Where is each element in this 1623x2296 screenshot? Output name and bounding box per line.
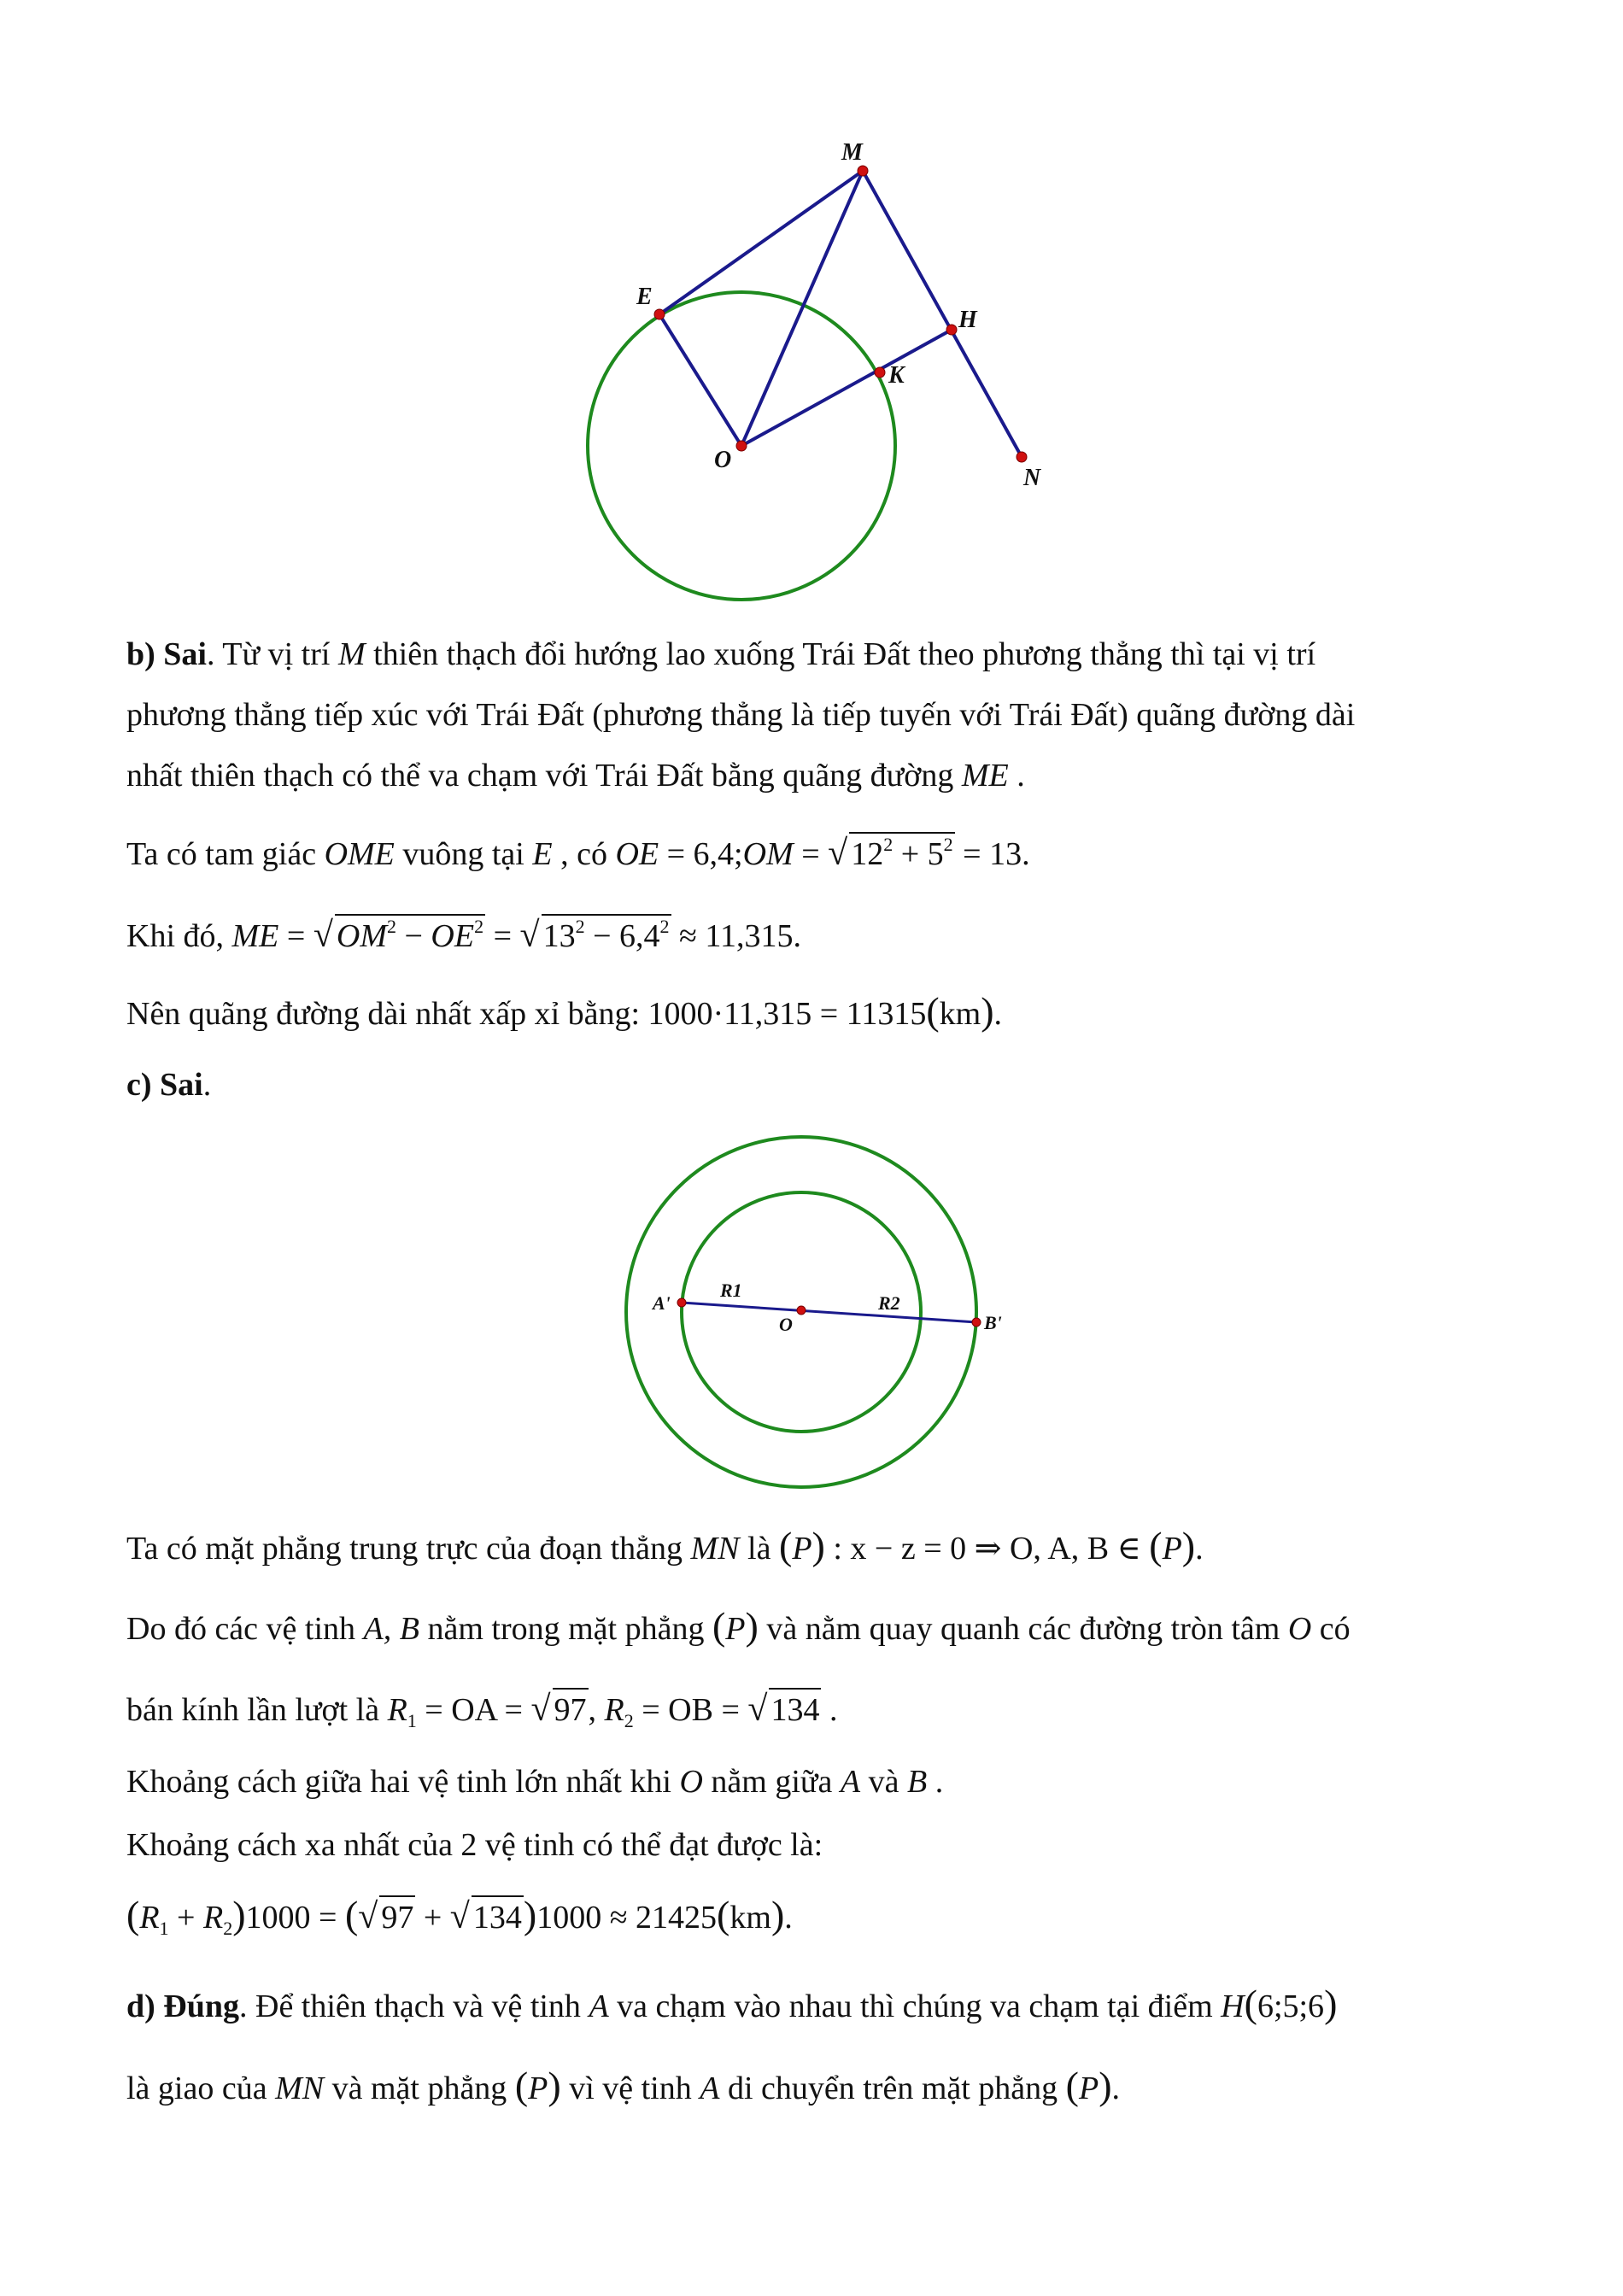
point-A xyxy=(677,1298,686,1307)
d-heading: d) Đúng xyxy=(126,1988,239,2024)
c-line-3: bán kính lần lượt là $R_1$ = OA = √ 97, $R_2$ = OB = √ 134 . xyxy=(126,1690,838,1731)
b-line-6: Nên quãng đường dài nhất xấp xỉ bằng: 1000·11,315 = 11315(km). xyxy=(126,989,1003,1033)
label-R1: R1 xyxy=(720,1280,742,1301)
figure-tangent-diagram xyxy=(0,0,1623,615)
label-O2: O xyxy=(779,1314,793,1335)
label-O: O xyxy=(714,447,732,473)
c-heading: c) Sai xyxy=(126,1067,203,1103)
c-line-4: Khoảng cách giữa hai vệ tinh lớn nhất khi O nằm giữa A và B . xyxy=(126,1764,944,1800)
point-K xyxy=(875,367,885,378)
point-O2 xyxy=(797,1306,806,1315)
b-heading: b) Sai xyxy=(126,636,207,672)
label-M: M xyxy=(841,139,863,166)
point-E xyxy=(654,309,665,319)
b-line-4: Ta có tam giác OME vuông tại E , có OE = 6,4;OM = √ $12^2 + 5^2 = 13$. xyxy=(126,834,1030,873)
c-line-6: $(R_1 + R_2)1000$ = (√ 97 + √ 134)1000 ≈ 21425(km). xyxy=(126,1893,793,1939)
point-B xyxy=(972,1318,981,1327)
d-line-1: d) Đúng. Để thiên thạch và vệ tinh A va chạm vào nhau thì chúng va chạm tại điểm H(6;5;6) xyxy=(126,1982,1338,2025)
label-N: N xyxy=(1023,465,1041,491)
segment-MN xyxy=(863,171,1022,457)
label-R2: R2 xyxy=(878,1292,900,1314)
c-heading-line: c) Sai. xyxy=(126,1067,212,1103)
label-A-prime: A' xyxy=(653,1292,671,1314)
point-H xyxy=(946,325,957,335)
b-line-5: Khi đó, ME = √ $OM^2 - OE^2$ = √ $13^2 - 6,4^2 \approx 11,315$. xyxy=(126,916,801,955)
point-N xyxy=(1017,452,1027,462)
c-line-1: Ta có mặt phẳng trung trực của đoạn thẳng MN là (P) : x − z = 0 ⇒ O, A, B ∈ (P). xyxy=(126,1524,1204,1567)
label-K: K xyxy=(888,362,905,389)
segment-EO xyxy=(659,314,741,446)
c-line-2: Do đó các vệ tinh A, B nằm trong mặt phẳng (P) và nằm quay quanh các đường tròn tâm O có xyxy=(126,1604,1351,1648)
b-line-2: phương thẳng tiếp xúc với Trái Đất (phương thẳng là tiếp tuyến với Trái Đất) quãng đường dài xyxy=(126,697,1356,733)
point-M xyxy=(858,166,868,176)
b-line-1: b) Sai. Từ vị trí M thiên thạch đổi hướng lao xuống Trái Đất theo phương thẳng thì tại vị trí xyxy=(126,636,1316,672)
label-B-prime: B' xyxy=(984,1312,1002,1333)
d-line-2: là giao của MN và mặt phẳng (P) vì vệ tinh A di chuyển trên mặt phẳng (P). xyxy=(126,2064,1121,2107)
label-E: E xyxy=(636,284,653,310)
b-line-3: nhất thiên thạch có thể va chạm với Trái Đất bằng quãng đường ME . xyxy=(126,758,1025,794)
segment-OH xyxy=(741,330,952,446)
c-line-5: Khoảng cách xa nhất của 2 vệ tinh có thể đạt được là: xyxy=(126,1827,823,1863)
diameter-AB xyxy=(682,1303,976,1322)
label-H: H xyxy=(958,307,977,333)
figure-satellite-orbits xyxy=(0,1110,1623,1538)
point-O xyxy=(736,441,747,451)
